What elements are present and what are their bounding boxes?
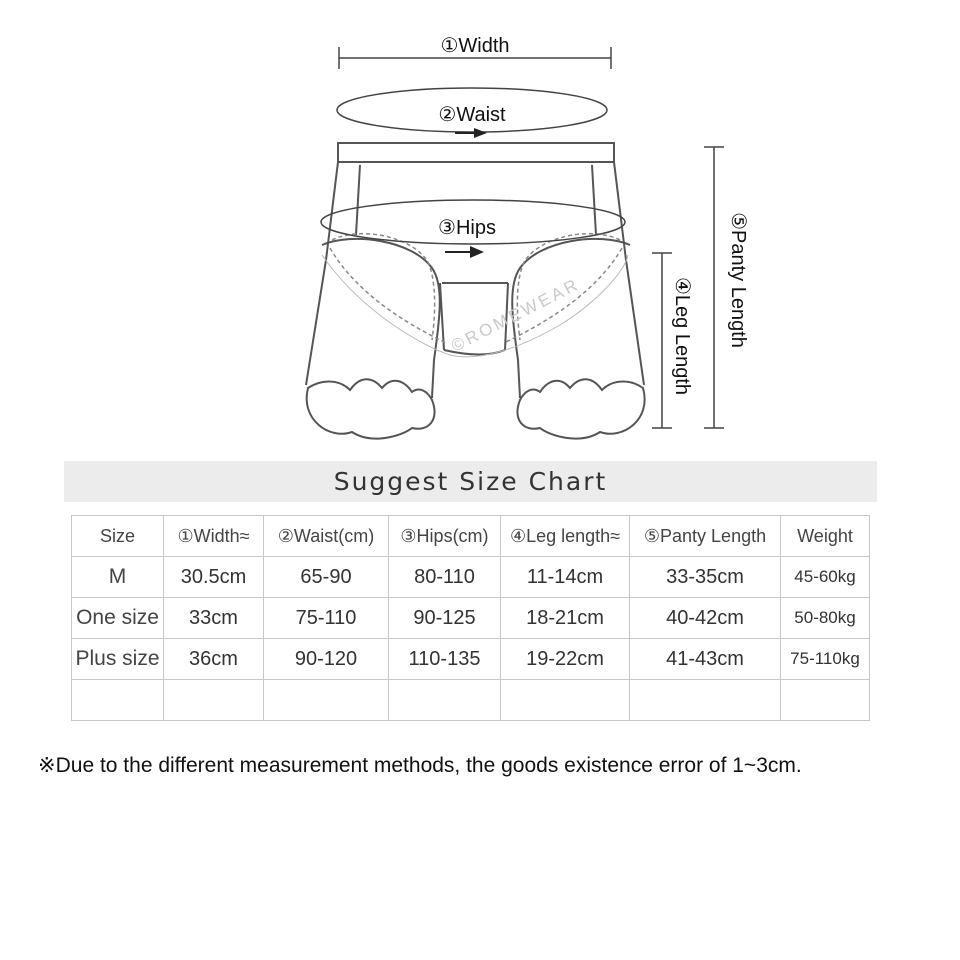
table-row xyxy=(72,557,870,598)
table-cell: 33cm xyxy=(164,598,264,639)
table-cell: 33-35cm xyxy=(630,557,781,598)
panty-length-dimension-line xyxy=(704,147,724,428)
table-cell: Plus size xyxy=(72,639,164,680)
table-cell: 41-43cm xyxy=(630,639,781,680)
table-cell: 11-14cm xyxy=(501,557,630,598)
table-cell: 75-110 xyxy=(264,598,389,639)
table-cell: 19-22cm xyxy=(501,639,630,680)
table-cell: 80-110 xyxy=(389,557,501,598)
table-cell: 65-90 xyxy=(264,557,389,598)
table-cell: 30.5cm xyxy=(164,557,264,598)
table-cell: 40-42cm xyxy=(630,598,781,639)
table-cell: One size xyxy=(72,598,164,639)
table-row xyxy=(72,639,870,680)
chart-title: Suggest Size Chart xyxy=(333,467,608,496)
header-cell-waist: ②Waist(cm) xyxy=(264,516,389,557)
waist-arrow xyxy=(455,128,487,138)
table-cell xyxy=(630,680,781,721)
header-cell-panty-length: ⑤Panty Length xyxy=(630,516,781,557)
table-cell xyxy=(72,680,164,721)
table-row-empty xyxy=(72,680,870,721)
width-label: ①Width xyxy=(440,35,510,57)
table-cell xyxy=(164,680,264,721)
header-cell-size: Size xyxy=(72,516,164,557)
table-cell: 90-120 xyxy=(264,639,389,680)
leg-length-label: ④Leg Length xyxy=(671,276,693,396)
waist-label: ②Waist xyxy=(438,104,506,126)
chart-title-bar xyxy=(64,461,877,502)
table-cell: M xyxy=(72,557,164,598)
header-cell-hips: ③Hips(cm) xyxy=(389,516,501,557)
measurement-note: ※Due to the different measurement methods, the goods existence error of 1~3cm. xyxy=(38,754,802,777)
table-cell xyxy=(264,680,389,721)
hips-arrow xyxy=(445,246,484,258)
header-cell-width: ①Width≈ xyxy=(164,516,264,557)
header-cell-weight: Weight xyxy=(781,516,870,557)
size-table xyxy=(71,515,870,721)
table-cell: 36cm xyxy=(164,639,264,680)
header-cell-leg-length: ④Leg length≈ xyxy=(501,516,630,557)
table-row xyxy=(72,598,870,639)
watermark: ©ROMEWEAR xyxy=(448,274,583,356)
table-cell xyxy=(389,680,501,721)
size-diagram xyxy=(0,0,960,460)
table-cell xyxy=(501,680,630,721)
table-cell xyxy=(781,680,870,721)
table-cell: 50-80kg xyxy=(781,598,870,639)
table-cell: 90-125 xyxy=(389,598,501,639)
leg-length-dimension-line xyxy=(652,253,672,428)
table-cell: 45-60kg xyxy=(781,557,870,598)
panty-length-label: ⑤Panty Length xyxy=(727,212,749,348)
table-header-row xyxy=(72,516,870,557)
table-cell: 75-110kg xyxy=(781,639,870,680)
table-cell: 110-135 xyxy=(389,639,501,680)
hips-label: ③Hips xyxy=(438,217,496,239)
table-cell: 18-21cm xyxy=(501,598,630,639)
panty-outline xyxy=(306,143,645,439)
